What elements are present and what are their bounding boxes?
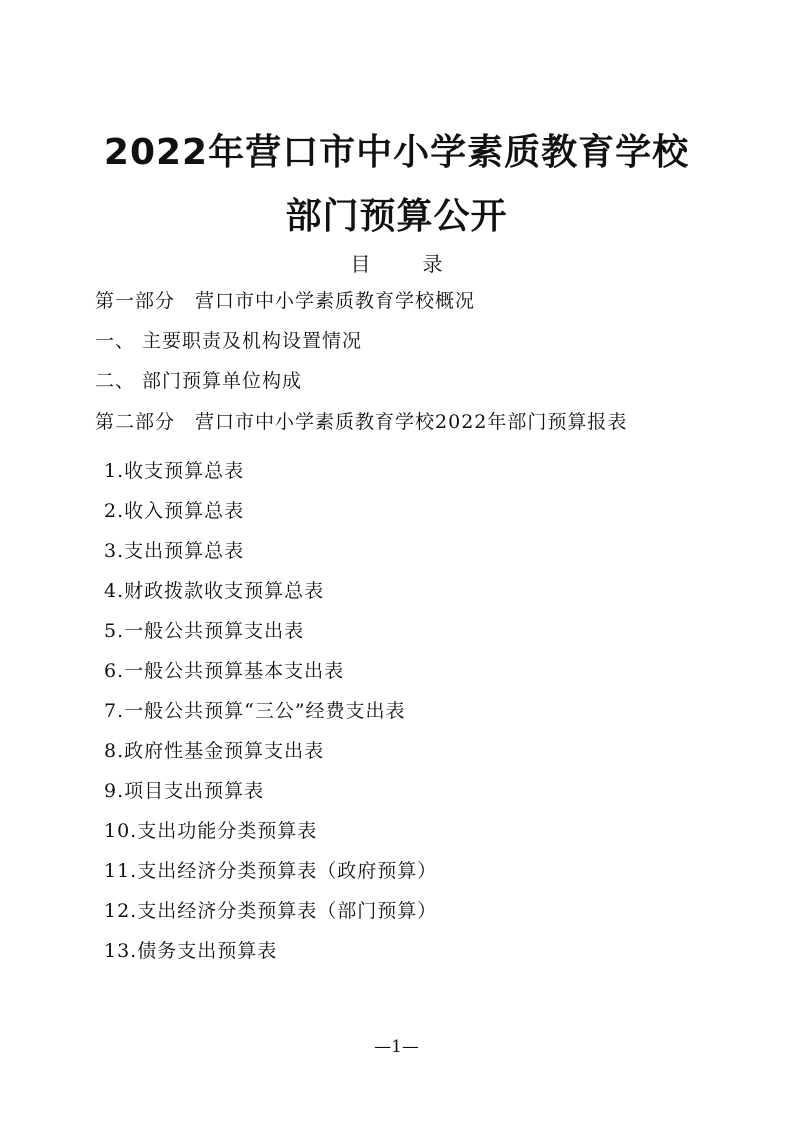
toc-section-1: 一、 主要职责及机构设置情况 [95,330,363,352]
toc-part-2-text: 营口市中小学素质教育学校2022年部门预算报表 [195,411,628,433]
toc-part-2 [95,408,627,436]
toc-item: 10.支出功能分类预算表 [104,820,318,842]
toc-item: 13.债务支出预算表 [104,940,278,962]
toc-item: 12.支出经济分类预算表（部门预算） [104,900,438,922]
toc-part-1-label: 第一部分 [95,290,176,312]
toc-heading-left: 目 [350,252,371,276]
toc-part-1-text: 营口市中小学素质教育学校概况 [195,290,476,312]
document-title-line-1: 2022年营口市中小学素质教育学校 [103,132,690,173]
toc-heading-right: 录 [422,252,443,276]
toc-item: 8.政府性基金预算支出表 [104,740,325,762]
page-number: —1— [374,1037,419,1057]
toc-item: 1.收支预算总表 [104,460,245,482]
toc-item: 7.一般公共预算“三公”经费支出表 [104,700,406,722]
toc-part-1 [95,287,475,315]
toc-heading [0,248,793,277]
toc-item: 3.支出预算总表 [104,540,245,562]
toc-item: 2.收入预算总表 [104,500,245,522]
toc-item: 6.一般公共预算基本支出表 [104,660,345,682]
toc-part-2-label: 第二部分 [95,411,176,433]
toc-item: 4.财政拨款收支预算总表 [104,580,325,602]
document-title-line-2: 部门预算公开 [285,196,508,237]
toc-item: 5.一般公共预算支出表 [104,620,305,642]
toc-item: 9.项目支出预算表 [104,780,265,802]
toc-section-2: 二、 部门预算单位构成 [95,370,303,392]
toc-item: 11.支出经济分类预算表（政府预算） [104,860,438,882]
